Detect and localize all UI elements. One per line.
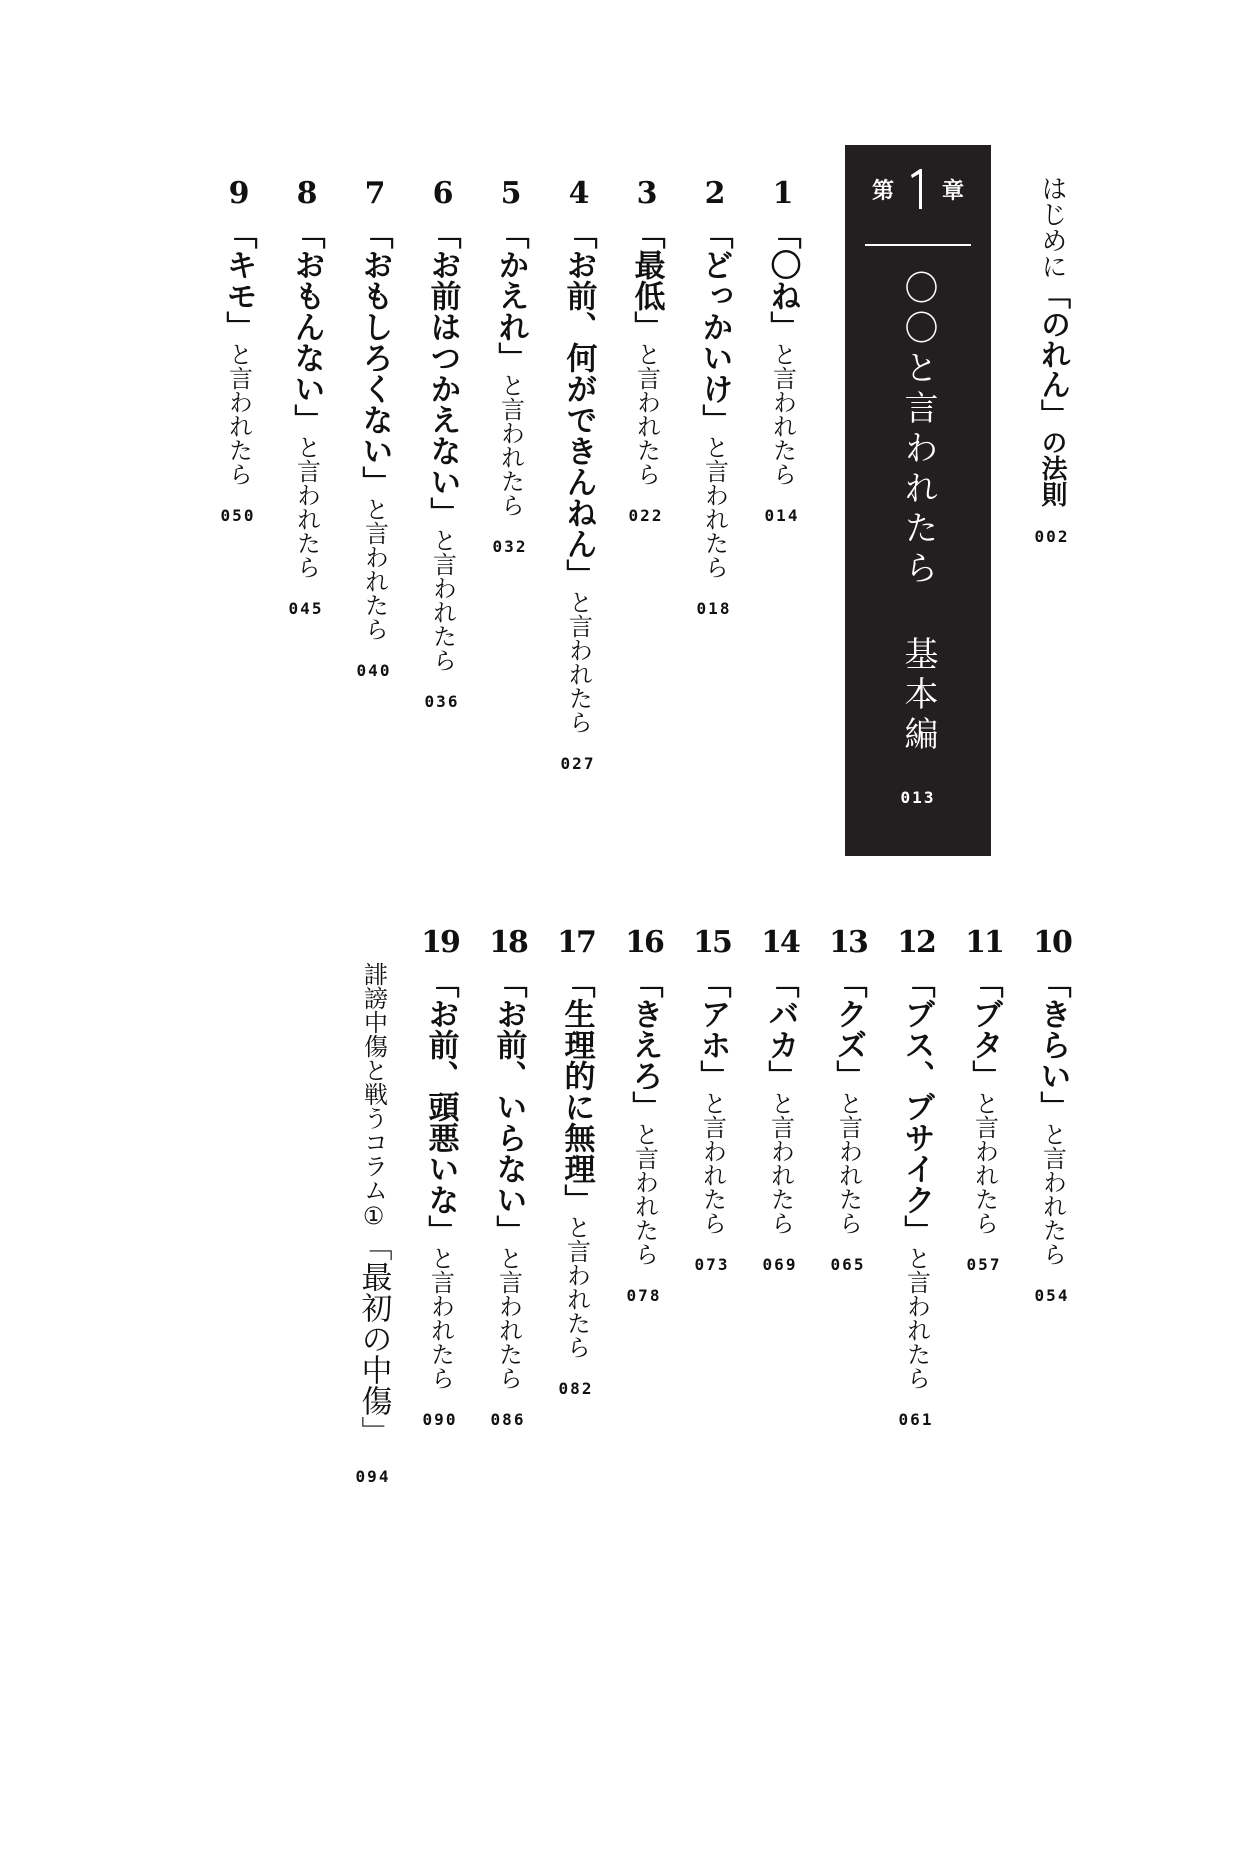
entry-quote: 「かえれ」 [492, 218, 529, 373]
chapter-title: 〇〇と言われたら [898, 270, 938, 590]
entry-suffix: と言われたら [292, 435, 321, 579]
entry-suffix: と言われたら [766, 1091, 795, 1235]
page-number: 050 [220, 506, 256, 525]
entry-title [356, 218, 393, 641]
entry-title [424, 218, 461, 672]
chapter-title-text [898, 270, 938, 756]
page-number: 061 [898, 1410, 934, 1429]
page-number: 082 [558, 1379, 594, 1398]
entry-quote: 「〇ね」 [764, 218, 801, 342]
entry-quote: 「お前はつかえない」 [424, 218, 461, 528]
entry-title [560, 218, 597, 734]
column-title [355, 962, 392, 1447]
entry-title [830, 967, 867, 1235]
entry-number: 15 [693, 925, 731, 960]
entry-quote: 「どっかいけ」 [696, 218, 733, 435]
entry-suffix: と言われたら [494, 1246, 523, 1390]
intro-label: はじめに [1037, 175, 1067, 279]
entry-suffix: と言われたら [970, 1091, 999, 1235]
entry-title [422, 967, 459, 1390]
entry-suffix: と言われたら [700, 435, 729, 579]
entry-suffix: と言われたら [1038, 1122, 1067, 1266]
entry-quote: 「お前、頭悪いな」 [422, 967, 459, 1246]
entry-suffix: と言われたら [698, 1091, 727, 1235]
entry-suffix: と言われたら [562, 1215, 591, 1359]
entry-title [628, 218, 665, 486]
entry-suffix: と言われたら [564, 590, 593, 734]
entry-suffix: と言われたら [360, 497, 389, 641]
page-number: 002 [1034, 527, 1070, 546]
entry-title [288, 218, 325, 579]
entry-number: 6 [432, 176, 452, 211]
entry-suffix: と言われたら [834, 1091, 863, 1235]
page-number: 054 [1034, 1286, 1070, 1305]
chapter-page-number: 013 [900, 788, 936, 807]
entry-number: 12 [897, 925, 935, 960]
page-number: 094 [355, 1467, 391, 1486]
entry-title [696, 218, 733, 579]
entry-title [558, 967, 595, 1359]
entry-number: 5 [500, 176, 520, 211]
entry-suffix: と言われたら [428, 528, 457, 672]
entry-title [898, 967, 935, 1390]
chapter-number-one-icon [910, 167, 926, 211]
entry-number: 8 [296, 176, 316, 211]
entry-number: 1 [772, 176, 792, 211]
chapter-divider [865, 244, 971, 246]
entry-quote: 「おもしろくない」 [356, 218, 393, 497]
intro-heading [1035, 175, 1070, 507]
entry-title [764, 218, 801, 486]
page-number: 032 [492, 537, 528, 556]
entry-number: 14 [761, 925, 799, 960]
entry-quote: 「最低」 [628, 218, 665, 342]
entry-title [220, 218, 257, 486]
page-number: 018 [696, 599, 732, 618]
page-number: 090 [422, 1410, 458, 1429]
page-number: 036 [424, 692, 460, 711]
entry-quote: 「ブタ」 [966, 967, 1003, 1091]
entry-title [490, 967, 527, 1390]
page-number: 040 [356, 661, 392, 680]
page-number: 045 [288, 599, 324, 618]
entry-title [1034, 967, 1071, 1266]
chapter-label [845, 165, 991, 213]
entry-suffix: と言われたら [768, 342, 797, 486]
chapter-prefix: 第 [871, 178, 894, 204]
entry-quote: 「生理的に無理」 [558, 967, 595, 1215]
column-label: 誹謗中傷と戦うコラム① [359, 962, 388, 1230]
entry-quote: 「お前、いらない」 [490, 967, 527, 1246]
intro-title: 「のれん」 [1035, 279, 1070, 429]
entry-quote: 「きらい」 [1034, 967, 1071, 1122]
entry-number: 9 [228, 176, 248, 211]
entry-number: 19 [421, 925, 459, 960]
intro-title-rest: の法則 [1037, 429, 1067, 507]
entry-number: 16 [625, 925, 663, 960]
entry-suffix: と言われたら [630, 1122, 659, 1266]
entry-suffix: と言われたら [902, 1246, 931, 1390]
entry-number: 2 [704, 176, 724, 211]
chapter-subtitle: 基本編 [898, 636, 938, 756]
entry-number: 4 [568, 176, 588, 211]
entry-suffix: と言われたら [632, 342, 661, 486]
entry-quote: 「ブス、ブサイク」 [898, 967, 935, 1246]
column-quote: 「最初の中傷」 [355, 1230, 392, 1447]
entry-quote: 「おもんない」 [288, 218, 325, 435]
entry-number: 11 [965, 925, 1003, 960]
entry-quote: 「キモ」 [220, 218, 257, 342]
entry-suffix: と言われたら [496, 373, 525, 517]
page-number: 086 [490, 1410, 526, 1429]
entry-quote: 「クズ」 [830, 967, 867, 1091]
entry-number: 7 [364, 176, 384, 211]
entry-number: 10 [1033, 925, 1071, 960]
entry-number: 18 [489, 925, 527, 960]
entry-title [762, 967, 799, 1235]
chapter-title-block [845, 270, 991, 756]
entry-quote: 「バカ」 [762, 967, 799, 1091]
entry-suffix: と言われたら [426, 1246, 455, 1390]
entry-title [492, 218, 529, 517]
entry-quote: 「アホ」 [694, 967, 731, 1091]
entry-number: 17 [557, 925, 595, 960]
page-number: 069 [762, 1255, 798, 1274]
page-number: 022 [628, 506, 664, 525]
entry-title [966, 967, 1003, 1235]
entry-quote: 「お前、何ができんねん」 [560, 218, 597, 590]
page-number: 065 [830, 1255, 866, 1274]
page-number: 014 [764, 506, 800, 525]
page-number: 027 [560, 754, 596, 773]
chapter-suffix: 章 [942, 178, 965, 204]
entry-number: 13 [829, 925, 867, 960]
page-number: 057 [966, 1255, 1002, 1274]
page-number: 073 [694, 1255, 730, 1274]
entry-quote: 「きえろ」 [626, 967, 663, 1122]
entry-title [626, 967, 663, 1266]
chapter-heading[interactable] [845, 145, 991, 856]
entry-title [694, 967, 731, 1235]
entry-suffix: と言われたら [224, 342, 253, 486]
entry-number: 3 [636, 176, 656, 211]
page-number: 078 [626, 1286, 662, 1305]
